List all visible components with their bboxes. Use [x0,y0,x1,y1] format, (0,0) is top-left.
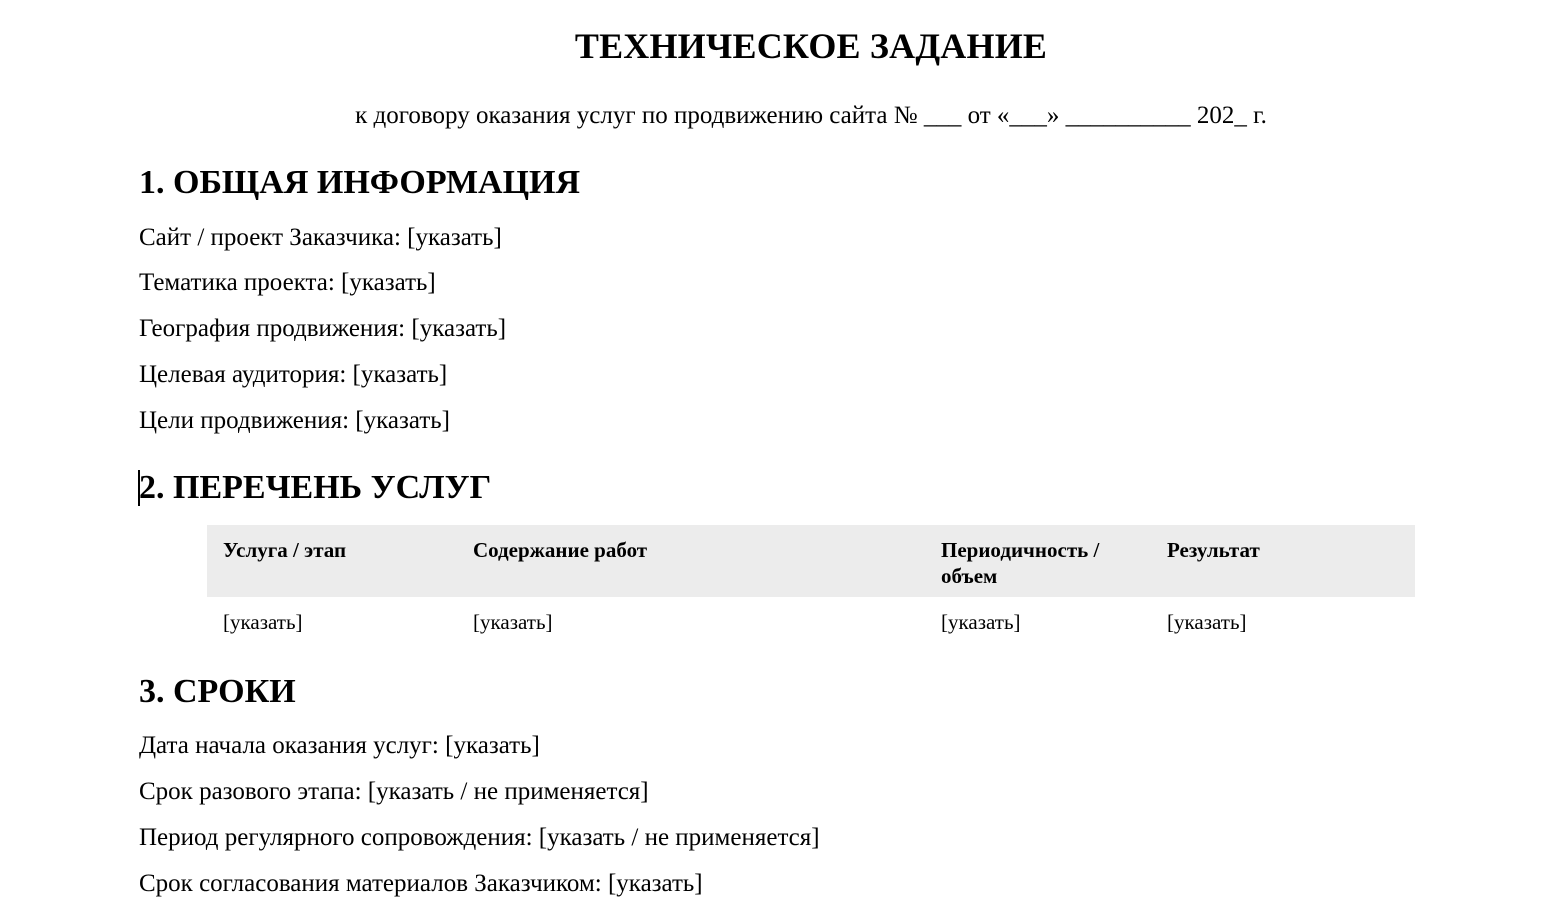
document-subtitle: к договору оказания услуг по продвижению сайта № ___ от «___» __________ 202_ г. [355,102,1267,129]
table-header-cell: Периодичность / объем [925,525,1151,597]
section-3-line-start-date: Дата начала оказания услуг: [указать] [139,732,540,759]
section-3-line-approval-term: Срок согласования материалов Заказчиком: [указать] [139,870,703,897]
table-row [207,597,1415,643]
section-3-heading: 3. СРОКИ [139,673,296,710]
section-1-line-goals: Цели продвижения: [указать] [139,407,450,434]
section-3-line-one-time-stage: Срок разового этапа: [указать / не применяется] [139,778,649,805]
table-header-cell: Результат [1151,525,1415,597]
table-cell: [указать] [1167,610,1247,634]
section-3-line-support-period: Период регулярного сопровождения: [указать / не применяется] [139,824,820,851]
table-cell: [указать] [223,610,303,634]
section-1-line-site: Сайт / проект Заказчика: [указать] [139,224,502,251]
section-1-line-audience: Целевая аудитория: [указать] [139,361,448,388]
section-1-line-geography: География продвижения: [указать] [139,315,507,342]
table-cell: [указать] [473,610,553,634]
document-title: ТЕХНИЧЕСКОЕ ЗАДАНИЕ [574,26,1048,66]
table-cell: [указать] [941,610,1021,634]
table-header-row [207,525,1415,597]
table-header-cell: Содержание работ [457,525,925,597]
section-1-line-theme: Тематика проекта: [указать] [139,269,436,296]
services-table [207,525,1415,643]
section-2-heading[interactable]: 2. ПЕРЕЧЕНЬ УСЛУГ [139,469,492,506]
table-header-cell: Услуга / этап [207,525,457,597]
section-1-heading: 1. ОБЩАЯ ИНФОРМАЦИЯ [139,164,581,201]
